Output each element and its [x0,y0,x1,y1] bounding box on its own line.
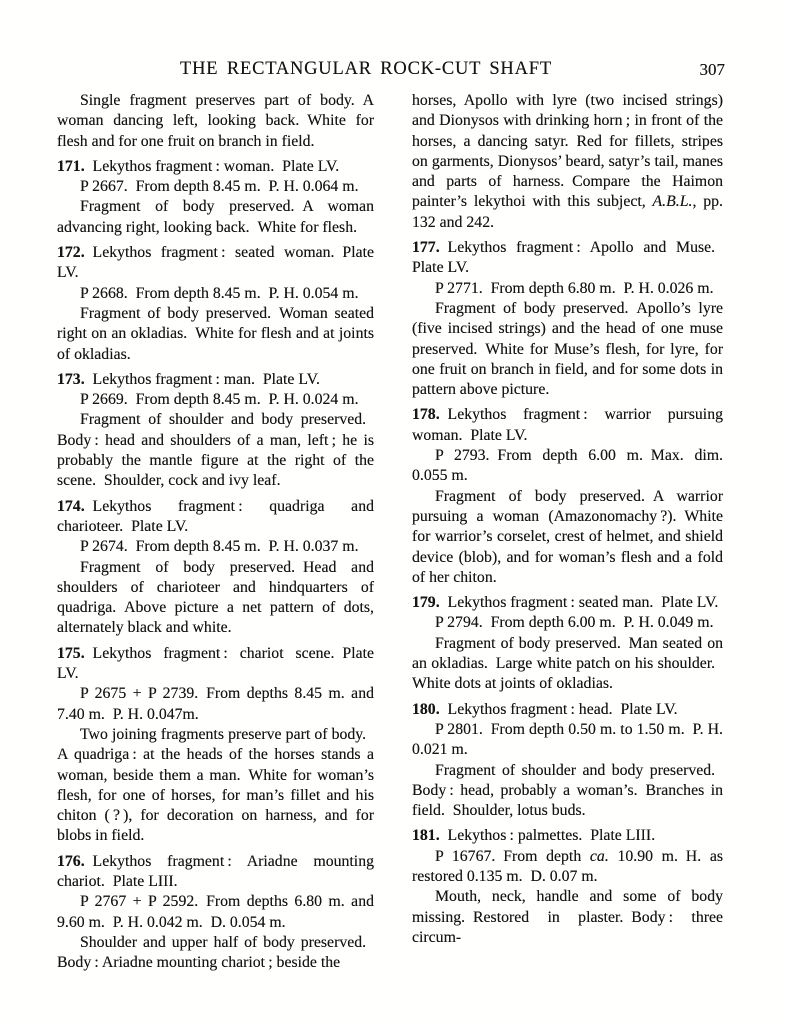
catalog-entry-heading [412,593,723,613]
catalog-entry-heading [57,852,374,893]
page-number: 307 [699,60,725,79]
right-column [412,91,723,948]
text-run: Lekythos fragment : Apollo and Muse. Plate LV. [412,239,723,277]
text-run: P 16767. From depth [435,847,590,865]
text-run: Fragment of body preserved. Woman seated right on an okladias. White for flesh and at joints of okladias. [57,304,374,363]
paragraph [57,177,374,197]
paragraph [57,537,374,557]
entry-number: 177. [412,239,440,257]
text-run: Fragment of shoulder and body preserved. Body : head and shoulders of a man, left ; he is probably the mantle figure at the right of the scene. Shoulder, cock and ivy leaf. [57,411,374,490]
text-run: Lekythos fragment : warrior pursuing woman. Plate LV. [412,406,723,444]
text-run: Lekythos fragment : chariot scene. Plate LV. [57,644,374,683]
paragraph [57,684,374,725]
paragraph [412,761,723,822]
italic-text-run: ca. [589,847,609,865]
entry-number: 179. [412,594,440,612]
entry-number: 173. [57,370,85,388]
text-run: Two joining fragments preserve part of body. A quadriga : at the heads of the horses stands a woman, beside them a man. White for woman’s flesh, for one of horses, for man’s fillet and his chiton ( ? ), for decoration on harness, and for blobs in field. [57,725,374,845]
text-run: Single fragment preserves part of body. A woman dancing left, looking back. White for flesh and for one fruit on branch in field. [57,92,374,150]
catalog-entry-heading [57,157,374,177]
text-run: Fragment of shoulder and body preserved. Body : head, probably a woman’s. Branches in field. Shoulder, lotus buds. [412,761,723,820]
entry-number: 176. [57,852,85,870]
paragraph [412,487,723,588]
paragraph [412,634,723,695]
paragraph [412,299,723,400]
catalog-entry-heading [412,826,723,846]
entry-number: 181. [412,827,440,845]
text-run: P 2793. From depth 6.00 m. Max. dim. 0.055 m. [412,447,723,485]
text-run: Lekythos fragment : Ariadne mounting chariot. Plate LIII. [57,852,374,890]
text-run: Lekythos fragment : head. Plate LV. [439,700,678,718]
text-run: Shoulder and upper half of body preserved. Body : Ariadne mounting chariot ; beside the [57,933,374,972]
paragraph [57,892,374,933]
text-run: P 2674. From depth 8.45 m. P. H. 0.037 m. [80,538,359,556]
catalog-entry-heading [57,497,374,538]
text-run: Lekythos fragment : seated man. Plate LV. [439,594,719,612]
text-run: P 2667. From depth 8.45 m. P. H. 0.064 m. [80,178,359,196]
catalog-entry-heading [412,238,723,279]
text-run: Mouth, neck, handle and some of body missing. Restored in plaster. Body : three circum- [412,888,723,946]
paragraph [57,197,374,238]
paragraph [412,847,723,888]
italic-text-run: A.B.L. [652,193,693,211]
catalog-entry-heading [57,243,374,284]
text-run: 10.90 m. H. as restored 0.135 m. D. 0.07 m. [412,847,723,885]
paragraph [57,91,374,152]
page-header-title: THE RECTANGULAR ROCK-CUT SHAFT [180,59,552,79]
paragraph [412,279,723,299]
text-run: P 2669. From depth 8.45 m. P. H. 0.024 m. [80,391,359,409]
text-run: P 2668. From depth 8.45 m. P. H. 0.054 m. [80,284,359,302]
catalog-entry-heading [57,370,374,390]
text-run: P 2771. From depth 6.80 m. P. H. 0.026 m. [435,279,714,297]
text-run: Fragment of body preserved. A warrior pursuing a woman (Amazonomachy ?). White for warrior’s corselet, crest of helmet, and shield device (blob), and for woman’s flesh and a fold of her chiton. [412,487,723,586]
catalog-entry-heading [412,405,723,446]
paragraph [57,410,374,491]
text-run: Fragment of body preserved. Apollo’s lyre (five incised strings) and the head of one muse preserved. White for Muse’s flesh, for lyre, for one fruit on branch in field, and for some dots in pattern above picture. [412,299,723,399]
text-run: Fragment of body preserved. Head and shoulders of charioteer and hindquarters of quadriga. Above picture a net pattern of dots, alternately black and white. [57,558,374,637]
paragraph [57,725,374,847]
paragraph [412,720,723,761]
entry-number: 178. [412,406,440,424]
text-run: Fragment of body preserved. Man seated on an okladias. Large white patch on his shoulder. White dots at joints of okladias. [412,634,723,693]
paragraph [57,933,374,974]
entry-number: 171. [57,157,85,175]
text-run: Lekythos fragment : woman. Plate LV. [84,157,340,175]
text-run: , pp. 132 and 242. [412,193,723,231]
paragraph [412,613,723,633]
catalog-entry-heading [57,644,374,685]
paragraph [412,91,723,233]
entry-number: 175. [57,644,85,662]
left-column [57,91,374,973]
text-run: Lekythos fragment : seated woman. Plate LV. [57,244,374,282]
text-run: Lekythos fragment : quadriga and charioteer. Plate LV. [57,497,374,535]
text-run: horses, Apollo with lyre (two incised strings) and Dionysos with drinking horn ; in front of the horses, a dancing satyr. Red for fillets, stripes on garments, Dionysos’ beard, satyr’s tail, manes and parts of harness. Compare the Haimon painter’s lekythoi with this subject, [412,92,723,211]
text-run: Lekythos : palmettes. Plate LIII. [439,827,656,845]
entry-number: 180. [412,700,440,718]
paragraph [57,284,374,304]
paragraph [412,887,723,948]
text-run: P 2675 + P 2739. From depths 8.45 m. and 7.40 m. P. H. 0.047m. [57,685,374,723]
paragraph [57,390,374,410]
paragraph [57,304,374,365]
text-run: P 2767 + P 2592. From depths 6.80 m. and 9.60 m. P. H. 0.042 m. D. 0.054 m. [57,893,374,931]
paragraph [412,446,723,487]
text-run: Lekythos fragment : man. Plate LV. [84,370,320,388]
text-run: P 2801. From depth 0.50 m. to 1.50 m. P. H. 0.021 m. [412,720,723,759]
text-run: Fragment of body preserved. A woman advancing right, looking back. White for flesh. [57,198,374,236]
catalog-entry-heading [412,700,723,720]
paragraph [57,558,374,639]
text-run: P 2794. From depth 6.00 m. P. H. 0.049 m. [435,614,714,632]
entry-number: 172. [57,244,85,262]
entry-number: 174. [57,497,85,515]
